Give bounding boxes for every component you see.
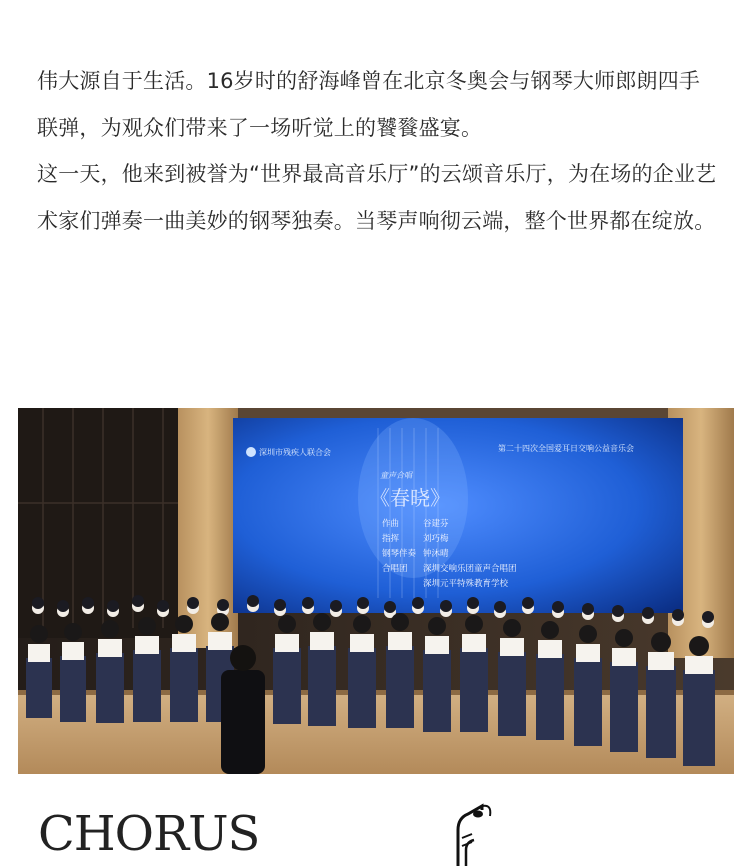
- article-paragraph-1: 伟大源自于生活。16岁时的舒海峰曾在北京冬奥会与钢琴大师郎朗四手联弹，为观众们带来了一场听觉上的饕餮盛宴。: [37, 69, 701, 140]
- screen-org-logo: 深圳市残疾人联合会: [259, 448, 331, 457]
- credit-name-3: 钟沐晴: [423, 549, 449, 559]
- credit-name-4: 深圳交响乐团童声合唱团: [423, 564, 517, 574]
- music-note-icon: [448, 800, 498, 866]
- credit-role-1: 作曲: [382, 519, 400, 529]
- concert-photo: [18, 408, 734, 774]
- chorus-heading: CHORUS: [38, 806, 260, 862]
- credit-name-5: 深圳元平特殊教育学校: [423, 579, 509, 589]
- article-body: [37, 58, 717, 244]
- screen-concert-title: 第二十四次全国爱耳日交响公益音乐会: [498, 444, 634, 453]
- credit-name-2: 刘巧梅: [423, 534, 449, 544]
- screen-song-title: 《春晓》: [370, 486, 450, 510]
- stage-screen: [233, 418, 683, 613]
- screen-program-type: 童声合唱: [380, 471, 412, 480]
- credit-role-2: 指挥: [382, 534, 400, 544]
- credit-name-1: 谷建芬: [423, 519, 449, 529]
- credit-role-3: 钢琴伴奏: [382, 549, 417, 559]
- article-paragraph-2: 这一天，他来到被誉为“世界最高音乐厅”的云颂音乐厅，为在场的企业艺术家们弹奏一曲美妙的钢琴独奏。当琴声响彻云端，整个世界都在绽放。: [37, 162, 717, 233]
- credit-role-4: 合唱团: [382, 564, 408, 574]
